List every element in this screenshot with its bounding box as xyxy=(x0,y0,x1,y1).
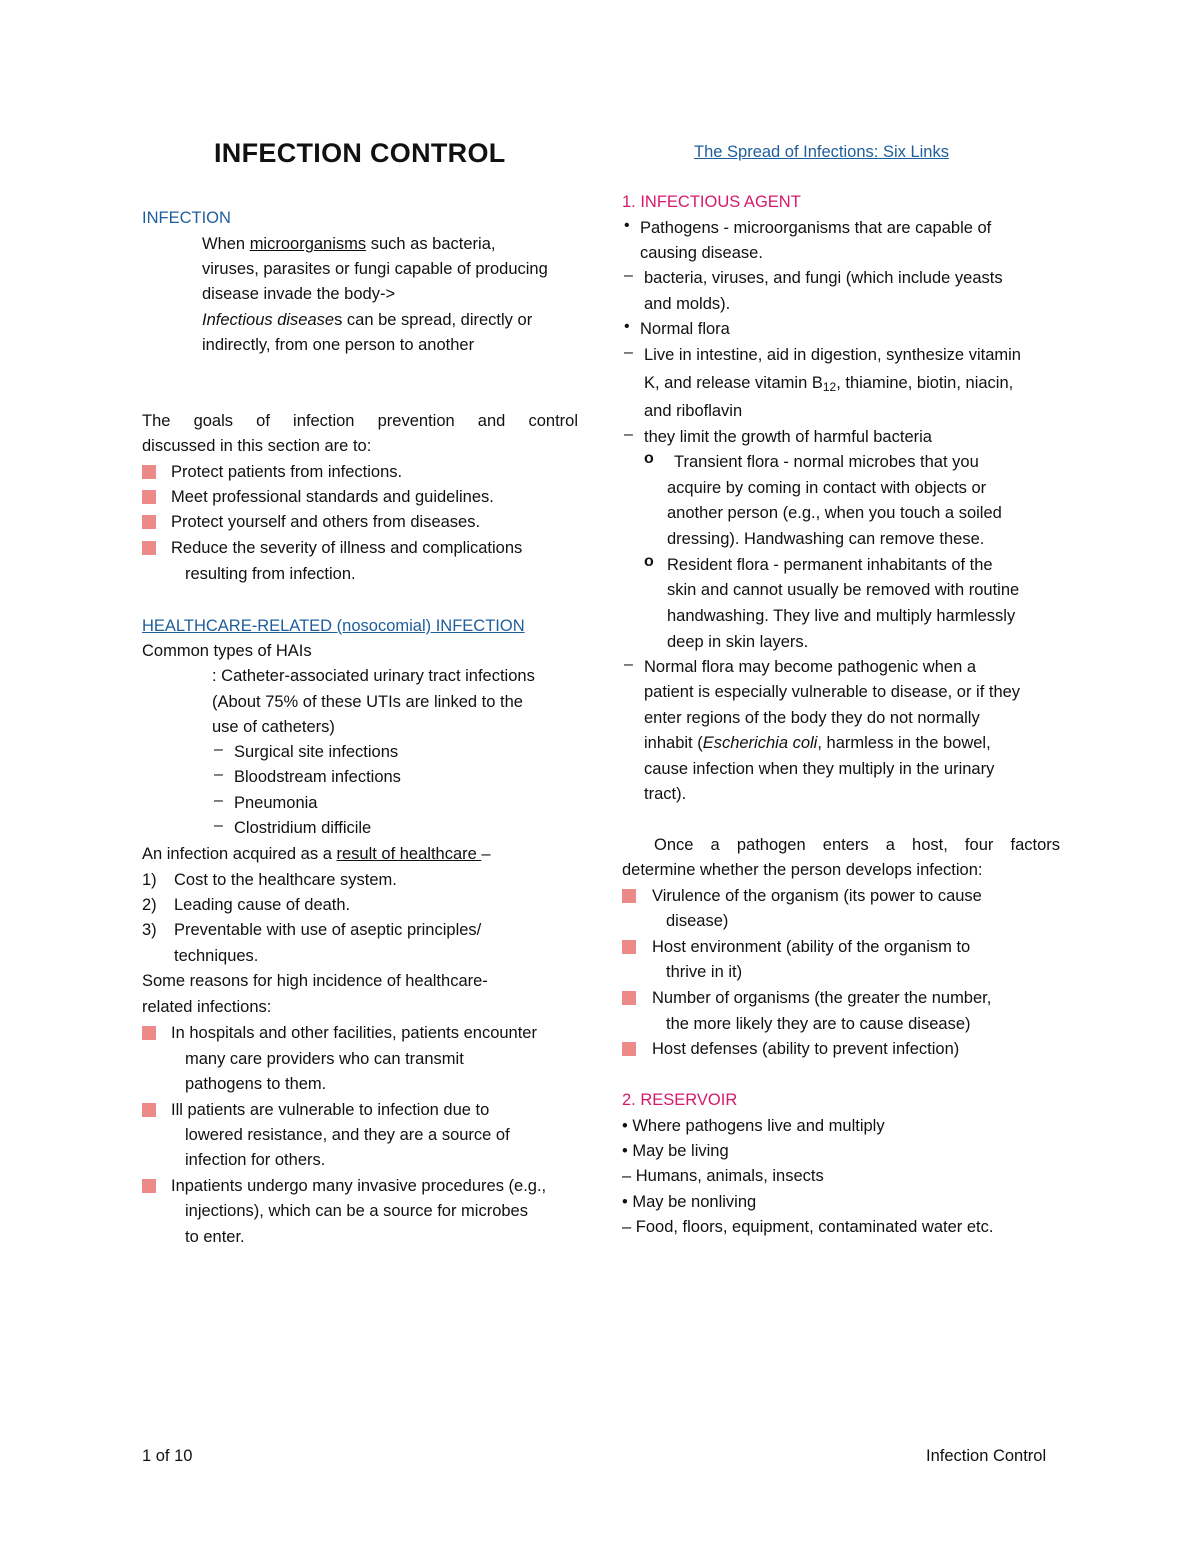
flora-item-continued: skin and cannot usually be removed with routine xyxy=(667,581,1020,599)
text: inhabit ( xyxy=(644,734,703,752)
factors-intro-line-2: determine whether the person develops infection: xyxy=(622,861,983,879)
goal-item: Protect yourself and others from diseases. xyxy=(171,513,481,531)
square-bullet-icon xyxy=(142,1026,156,1040)
reasons-line-2: related infections: xyxy=(142,998,272,1016)
factor-item: Virulence of the organism (its power to cause xyxy=(652,887,982,905)
factor-item: Host defenses (ability to prevent infection) xyxy=(652,1040,960,1058)
reason-item-continued: injections), which can be a source for microbes xyxy=(185,1202,528,1220)
agent-item-continued xyxy=(644,372,1013,398)
square-bullet-icon xyxy=(142,541,156,555)
dash-bullet-icon: – xyxy=(214,741,223,758)
dash-bullet-icon: – xyxy=(624,656,633,673)
section-infectious-agent: 1. INFECTIOUS AGENT xyxy=(622,193,801,211)
numbered-item: Leading cause of death. xyxy=(174,896,351,914)
agent-item-continued: causing disease. xyxy=(640,244,763,262)
reason-item: Ill patients are vulnerable to infection due to xyxy=(171,1101,490,1119)
definition-line-5: indirectly, from one person to another xyxy=(202,336,475,354)
pathogenic-flora-line: cause infection when they multiply in the urinary xyxy=(644,760,995,778)
flora-item: Transient flora - normal microbes that you xyxy=(674,453,979,471)
hai-catheter-line-1: : Catheter-associated urinary tract infections xyxy=(212,667,535,685)
agent-item-continued: and molds). xyxy=(644,295,731,313)
flora-item-continued: deep in skin layers. xyxy=(667,633,809,651)
text: s can be spread, directly or xyxy=(334,311,533,329)
subscript: 12 xyxy=(822,380,837,394)
dash-bullet-icon: – xyxy=(214,792,223,809)
italic-term: Escherichia coli xyxy=(702,734,818,752)
square-bullet-icon xyxy=(622,940,636,954)
goal-item: Meet professional standards and guidelines. xyxy=(171,488,494,506)
factors-intro-line-1: Once a pathogen enters a host, four factors xyxy=(654,836,1060,854)
square-bullet-icon xyxy=(622,991,636,1005)
hai-catheter-line-2: (About 75% of these UTIs are linked to the xyxy=(212,693,523,711)
footer-title: Infection Control xyxy=(926,1447,1047,1465)
factor-item-continued: thrive in it) xyxy=(666,963,743,981)
pathogenic-flora-line: tract). xyxy=(644,785,687,803)
factor-item: Host environment (ability of the organism to xyxy=(652,938,971,956)
agent-item-continued: and riboflavin xyxy=(644,402,743,420)
circle-bullet-icon: o xyxy=(644,450,654,467)
text: An infection acquired as a xyxy=(142,845,337,863)
reason-item: Inpatients undergo many invasive procedures (e.g., xyxy=(171,1177,547,1195)
reasons-line-1: Some reasons for high incidence of healthcare- xyxy=(142,972,488,990)
square-bullet-icon xyxy=(142,465,156,479)
flora-item-continued: acquire by coming in contact with objects or xyxy=(667,479,987,497)
list-number: 2) xyxy=(142,896,157,914)
factor-item-continued: the more likely they are to cause disease) xyxy=(666,1015,971,1033)
pathogenic-flora-line: Normal flora may become pathogenic when a xyxy=(644,658,977,676)
definition-line-4 xyxy=(202,309,532,331)
definition-line-3: disease invade the body-> xyxy=(202,285,396,303)
six-links-heading: The Spread of Infections: Six Links xyxy=(694,143,949,161)
text: , harmless in the bowel, xyxy=(817,734,991,752)
list-number: 3) xyxy=(142,921,157,939)
underlined-term: microorganisms xyxy=(249,235,367,253)
square-bullet-icon xyxy=(142,1103,156,1117)
hai-type-item: Clostridium difficile xyxy=(234,819,372,837)
reservoir-item: • May be living xyxy=(622,1142,729,1160)
reason-item-continued: many care providers who can transmit xyxy=(185,1050,464,1068)
circle-bullet-icon: o xyxy=(644,553,654,570)
factor-item-continued: disease) xyxy=(666,912,729,930)
infection-heading: INFECTION xyxy=(142,209,231,227)
page-number: 1 of 10 xyxy=(142,1447,193,1465)
reason-item-continued: to enter. xyxy=(185,1228,245,1246)
reason-item: In hospitals and other facilities, patients encounter xyxy=(171,1024,537,1042)
agent-item: Live in intestine, aid in digestion, synthesize vitamin xyxy=(644,346,1021,364)
definition-line-2: viruses, parasites or fungi capable of producing xyxy=(202,260,548,278)
italic-term: Infectious disease xyxy=(202,311,335,329)
square-bullet-icon xyxy=(622,1042,636,1056)
text: , thiamine, biotin, niacin, xyxy=(836,374,1014,392)
definition-line-1 xyxy=(202,233,495,255)
goal-item-continued: resulting from infection. xyxy=(185,565,356,583)
flora-item-continued: dressing). Handwashing can remove these. xyxy=(667,530,985,548)
hai-heading: HEALTHCARE-RELATED (nosocomial) INFECTION xyxy=(142,617,525,635)
goals-line-1: The goals of infection prevention and control xyxy=(142,412,578,430)
square-bullet-icon xyxy=(622,889,636,903)
document-title: INFECTION CONTROL xyxy=(214,138,506,168)
goals-line-2: discussed in this section are to: xyxy=(142,437,372,455)
reservoir-item: – Humans, animals, insects xyxy=(622,1167,824,1185)
section-reservoir: 2. RESERVOIR xyxy=(622,1091,738,1109)
numbered-item-continued: techniques. xyxy=(174,947,259,965)
reservoir-item: – Food, floors, equipment, contaminated water etc. xyxy=(622,1218,994,1236)
square-bullet-icon xyxy=(142,1179,156,1193)
square-bullet-icon xyxy=(142,490,156,504)
dash-bullet-icon: – xyxy=(624,344,633,361)
numbered-item: Cost to the healthcare system. xyxy=(174,871,397,889)
reason-item-continued: infection for others. xyxy=(185,1151,326,1169)
agent-item: bacteria, viruses, and fungi (which include yeasts xyxy=(644,269,1003,287)
goal-item: Reduce the severity of illness and complications xyxy=(171,539,523,557)
agent-item: they limit the growth of harmful bacteria xyxy=(644,428,932,446)
flora-item: Resident flora - permanent inhabitants of the xyxy=(667,556,993,574)
pathogenic-flora-line xyxy=(644,732,991,754)
goal-item: Protect patients from infections. xyxy=(171,463,403,481)
text: When xyxy=(202,235,250,253)
pathogenic-flora-line: enter regions of the body they do not normally xyxy=(644,709,980,727)
text: such as bacteria, xyxy=(366,235,496,253)
agent-item: Pathogens - microorganisms that are capable of xyxy=(640,219,992,237)
bullet-icon: • xyxy=(624,217,630,234)
agent-item: Normal flora xyxy=(640,320,730,338)
hai-types-label: Common types of HAIs xyxy=(142,642,312,660)
reservoir-item: • Where pathogens live and multiply xyxy=(622,1117,885,1135)
square-bullet-icon xyxy=(142,515,156,529)
reason-item-continued: pathogens to them. xyxy=(185,1075,327,1093)
list-number: 1) xyxy=(142,871,157,889)
hai-type-item: Pneumonia xyxy=(234,794,318,812)
dash-bullet-icon: – xyxy=(624,426,633,443)
underlined-term: result of healthcare xyxy=(336,845,482,863)
text: – xyxy=(481,845,491,863)
bullet-icon: • xyxy=(624,318,630,335)
flora-item-continued: another person (e.g., when you touch a soiled xyxy=(667,504,1002,522)
factor-item: Number of organisms (the greater the number, xyxy=(652,989,992,1007)
hai-catheter-line-3: use of catheters) xyxy=(212,718,335,736)
dash-bullet-icon: – xyxy=(214,766,223,783)
hai-type-item: Surgical site infections xyxy=(234,743,399,761)
acquired-infection-line xyxy=(142,843,491,865)
text: K, and release vitamin B xyxy=(644,374,823,392)
hai-type-item: Bloodstream infections xyxy=(234,768,401,786)
numbered-item: Preventable with use of aseptic principles/ xyxy=(174,921,482,939)
reservoir-item: • May be nonliving xyxy=(622,1193,757,1211)
flora-item-continued: handwashing. They live and multiply harmlessly xyxy=(667,607,1016,625)
dash-bullet-icon: – xyxy=(624,267,633,284)
pathogenic-flora-line: patient is especially vulnerable to disease, or if they xyxy=(644,683,1021,701)
dash-bullet-icon: – xyxy=(214,817,223,834)
reason-item-continued: lowered resistance, and they are a source of xyxy=(185,1126,510,1144)
